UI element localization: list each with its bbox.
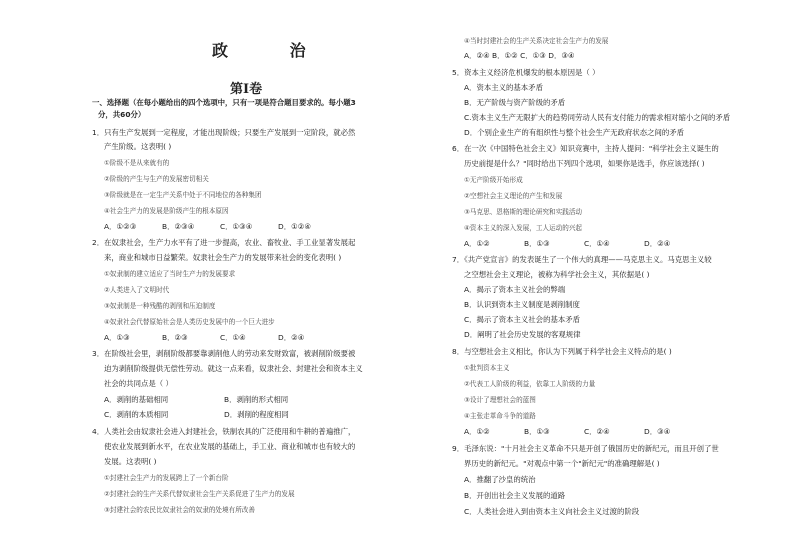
q8-option-4: ④主张走革命斗争的道路 [464, 412, 536, 420]
q1-stem: 1．只有生产发展到一定程度，才能出现阶级；只要生产发展到一定阶段，就必然 [92, 128, 356, 137]
q3-stem-cont: 迫为剥削阶级提供无偿性劳动。就这一点来看，奴隶社会、封建社会和资本主义 [104, 364, 363, 373]
q8-option-3: ③设计了理想社会的蓝图 [464, 396, 536, 404]
q1-stem-cont: 产生阶级。这表明( ) [104, 142, 172, 151]
q3-stem-cont2: 社会的共同点是（ ） [104, 379, 173, 388]
q7-choice-d: D．阐明了社会历史发展的客观规律 [464, 330, 581, 339]
q7-choice-b: B．认识到资本主义制度是剥削制度 [464, 300, 580, 309]
q4-option-4: ④当时封建社会的生产关系决定社会生产力的发展 [464, 37, 609, 45]
q6-option-2: ②空想社会主义理论的产生和发展 [464, 192, 563, 200]
q4-option-3: ③封建社会的农民比奴隶社会的奴隶的处境有所改善 [104, 506, 255, 514]
q9-choice-c: C．人类社会进入到由资本主义向社会主义过渡的阶段 [464, 507, 640, 516]
q1-choice-b: B．②③④ [162, 222, 195, 231]
q1-option-2: ②阶级的产生与生产的发展密切相关 [104, 175, 209, 183]
q3-choice-d: D．剥削的程度相同 [224, 410, 289, 419]
q8-option-2: ②代表工人阶级的利益，依靠工人阶级的力量 [464, 380, 596, 388]
q6-stem: 6．在一次《中国特色社会主义》知识竞赛中，主持人提问："科学社会主义诞生的 [452, 144, 719, 153]
q8-option-1: ①批判资本主义 [464, 364, 510, 372]
q1-choice-c: C．①③④ [220, 222, 253, 231]
q8-choice-b: B．①③ [524, 427, 550, 436]
q2-option-1: ①奴隶制的建立适应了当时生产力的发展要求 [104, 270, 236, 278]
page-title: 政 治 [212, 41, 334, 60]
q7-choice-c: C．揭示了资本主义社会的基本矛盾 [464, 315, 581, 324]
q7-choice-a: A．揭示了资本主义社会的弊端 [464, 285, 566, 294]
q9-choice-a: A．推翻了沙皇的统治 [464, 475, 536, 484]
q1-option-1: ①阶级不是从来就有的 [104, 159, 170, 167]
q4-option-1: ①封建社会生产力的发展跨上了一个新台阶 [104, 474, 229, 482]
q6-option-1: ①无产阶级开始形成 [464, 176, 523, 184]
q9-stem-cont: 界历史的新纪元。"对观点中第一个"新纪元"的准确理解是( ) [464, 459, 660, 468]
q8-choice-d: D．③④ [644, 427, 671, 436]
q6-choice-d: D．②④ [644, 239, 671, 248]
q5-choice-d: D．个别企业生产的有组织性与整个社会生产无政府状态之间的矛盾 [464, 128, 685, 137]
q1-option-4: ④社会生产力的发展是阶级产生的根本原因 [104, 207, 229, 215]
q6-choice-a: A．①② [464, 239, 490, 248]
q2-choice-b: B．②③ [162, 333, 188, 342]
q4-stem-cont: 使农业发展到新水平，在农业发展的基础上，手工业、商业和城市也有较大的 [104, 442, 356, 451]
q6-choice-c: C．①④ [584, 239, 610, 248]
q4-choices: A．②④ B．①② C．①③ D．③④ [464, 51, 575, 60]
q6-choice-b: B．①③ [524, 239, 550, 248]
q2-choice-d: D．②④ [278, 333, 305, 342]
q2-option-3: ③奴隶制是一种残酷的剥削和压迫制度 [104, 302, 216, 310]
section-header-cont: 分，共60分） [98, 110, 146, 119]
q5-choice-b: B．无产阶级与资产阶级的矛盾 [464, 98, 566, 107]
q4-option-2: ②封建社会的生产关系代替奴隶社会生产关系促进了生产力的发展 [104, 490, 295, 498]
q3-choice-c: C．剥削的本质相同 [104, 410, 169, 419]
q1-choice-a: A．①②③ [104, 222, 137, 231]
q1-option-3: ③阶级就是在一定生产关系中处于不同地位的各种集团 [104, 191, 262, 199]
q1-choice-d: D．①②④ [278, 222, 311, 231]
q7-stem-cont: 之空想社会主义理论，被称为科学社会主义，其依据是( ) [464, 270, 650, 279]
q6-stem-cont: 历史前提是什么？"同时给出下列四个选项，如果你是选手，你应该选择( ) [464, 159, 705, 168]
q9-stem: 9．毛泽东说："十月社会主义革命不只是开创了俄国历史的新纪元，而且开创了世 [452, 444, 719, 453]
q9-choice-b: B．开创出社会主义发展的道路 [464, 491, 566, 500]
volume-heading: 第Ⅰ卷 [230, 82, 263, 97]
q8-choice-a: A．①② [464, 427, 490, 436]
q2-choice-c: C．①④ [220, 333, 246, 342]
q2-stem-cont: 来，商业和城市日益繁荣。奴隶社会生产力的发展带来社会的变化表明( ) [104, 253, 342, 262]
q2-stem: 2．在奴隶社会，生产力水平有了进一步提高，农业、畜牧业、手工业显著发展起 [92, 238, 356, 247]
q5-stem: 5．资本主义经济危机爆发的根本原因是（ ） [452, 68, 600, 77]
q6-option-3: ③马克思、恩格斯的理论研究和实践活动 [464, 208, 583, 216]
q4-stem-cont2: 发展。这表明( ) [104, 457, 157, 466]
q3-choice-b: B．剥削的形式相同 [224, 395, 289, 404]
q6-option-4: ④资本主义的深入发展，工人运动的兴起 [464, 224, 583, 232]
q5-choice-c: C.资本主义生产无限扩大的趋势同劳动人民有支付能力的需求相对缩小之间的矛盾 [464, 113, 731, 122]
q3-choice-a: A．剥削的基础相同 [104, 395, 169, 404]
q3-stem: 3．在阶级社会里，剥削阶级都要靠剥削他人的劳动来发财致富，被剥削阶级要被 [92, 349, 356, 358]
section-header: 一、选择题（在每小题给出的四个选项中，只有一项是符合题目要求的。每小题3 [92, 98, 356, 107]
q8-choice-c: C．②④ [584, 427, 610, 436]
q2-option-2: ②人类进入了文明时代 [104, 286, 170, 294]
q2-option-4: ④奴隶社会代替原始社会是人类历史发展中的一个巨大进步 [104, 318, 275, 326]
q2-choice-a: A．①③ [104, 333, 130, 342]
q4-stem: 4．人类社会由奴隶社会进入封建社会，铁制农具的广泛使用和牛耕的普遍推广， [92, 427, 356, 436]
q5-choice-a: A．资本主义的基本矛盾 [464, 83, 543, 92]
q7-stem: 7．《共产党宣言》的发表诞生了一个伟大的真理——马克思主义。马克思主义较 [452, 255, 712, 264]
q8-stem: 8．与空想社会主义相比，你认为下列属于科学社会主义特点的是( ) [452, 347, 672, 356]
